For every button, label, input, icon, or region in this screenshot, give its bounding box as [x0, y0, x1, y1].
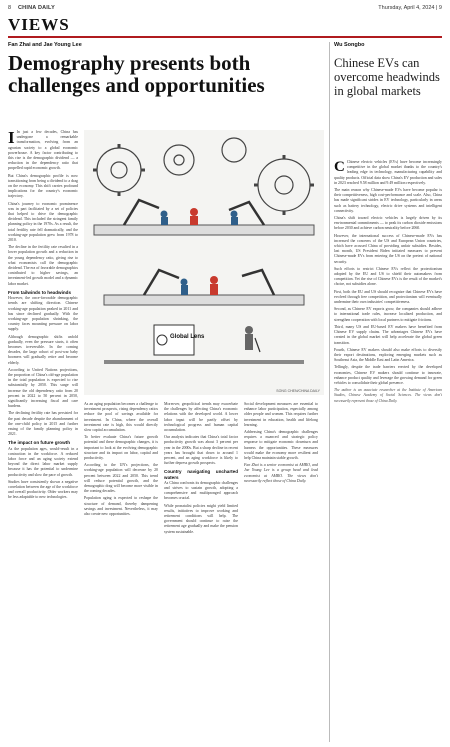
paragraph: While pronatalist policies might yield limited results, initiatives to improve working and retirement conditions will help. The government should continue to raise the retirement age gradually and make the pension system sustainable. — [164, 503, 238, 534]
page-header — [8, 4, 442, 14]
paragraph: As an aging population becomes a challenge to investment prospects, rising dependency ratios reduce the pool of savings available for investment. In China, where the overall investment rate is high, this would directly slow capital accumulation. — [84, 402, 158, 433]
paragraph: To better evaluate China's future growth potential and these demographic changes, it is important to look at the evolving demographic structure and its impact on labor, capital and productivity. — [84, 435, 158, 461]
side-article-header — [334, 42, 442, 98]
subheading: From tailwinds to headwinds — [8, 289, 72, 295]
paragraph: Although demographic shifts unfold gradually, even the pressure starts, it often becomes irreversible. In the coming decades, the large cohort of post-war baby boomers will gradually retire and become elderly. — [8, 334, 78, 365]
paragraph: Our analysis indicates that China's total factor productivity growth was about 3 percent per year in the 2000s. But a sharp decline in recent years has brought that down to around 1 percent, and an aging workforce is likely to further depress growth prospects. — [164, 435, 238, 466]
paragraph: First, both the EU and US should recognize that Chinese EVs have evolved through free competition, and protectionism will eventually undermine their own industries' competitiveness. — [334, 289, 442, 305]
paragraph: But China's demographic profile is now transitioning from being a dividend to a drag on the economy. This shift carries profound implications for the country's economic trajectory. — [8, 173, 78, 199]
paragraph: The declining fertility rate has persisted for the past decade despite the abandonment of the one-child policy in 2015 and further easing of the family planning policy in 2021. — [8, 411, 78, 437]
side-article-headline: Chinese EVs can overcome headwinds in global markets — [334, 56, 440, 98]
side-article-body — [334, 160, 442, 742]
article-illustration — [84, 130, 324, 395]
factory-illustration — [84, 130, 324, 395]
section-rule — [8, 36, 442, 38]
paragraph: According to the UN's projections, the working-age population will decrease by 20 percent between 2022 and 2050. This trend will reduce potential growth, and the demographic drag will become more visible in the coming decades. — [84, 463, 158, 494]
paragraph: Tellingly, despite the trade barriers erected by the developed economies, Chinese EV makers should continue to innovate, enhance product quality and leverage the growing demand for green vehicles to consolidate their global presence. — [334, 365, 442, 385]
newspaper-brand: CHINA DAILY — [18, 5, 55, 11]
paragraph: China's journey to economic prominence was in part facilitated by a set of policies that helped to drive the demographic dividend. This included the stringent family planning policy in the 1970s. As a result, the total fertility rate fell dramatically, and the working-age population grew from 1978 to 2010. — [8, 201, 78, 243]
column-divider — [329, 42, 330, 742]
author-note: The author is an associate researcher at the Institute of American Studies, Chinese Academy of Social Sciences. The views don't necessarily represent those of China Daily. — [334, 388, 442, 403]
illustration-sign-text: Global Lens — [170, 334, 205, 340]
paragraph: The main reason why Chinese-made EVs have become popular is their competitiveness, high cost-performance and scale. Also, China has made significant strides in EV technology, particularly in areas such as battery technology, electric drive systems and intelligent connectivity. — [334, 188, 442, 213]
article-headline: Demography presents both challenges and opportunities — [8, 51, 265, 97]
paragraph: As the population ages, would-result in a contraction in the workforce. A reduced labor force and an aging society extend beyond the direct labor market supply because it has the potential to undermine productivity and slow the pace of growth. — [8, 446, 78, 477]
page-number: 8 — [8, 5, 12, 11]
paragraph: However, the once-favorable demographic trends are shifting direction. Chinese working-age population peaked in 2011 and has since declined gradually. With the working-age population shrinking, the country faces mounting pressure on labor supply. — [8, 296, 78, 332]
side-article-author: Wu Songbo — [334, 42, 365, 48]
photo-credit: SONG CHEN/CHINA DAILY — [276, 389, 320, 393]
paragraph: Second, as Chinese EV exports grow, the companies should adhere to international trade rules, increase localized production, and strengthen cooperation with local partners to mitigate frictions. — [334, 307, 442, 322]
article-column-3 — [164, 402, 238, 740]
paragraph: Fourth, Chinese EV makers should also make efforts to diversify their export destinations, exploring emerging markets such as Southeast Asia, the Middle East and Latin America. — [334, 347, 442, 363]
paragraph: Addressing China's demographic challenges requires a nuanced and strategic policy response to mitigate economic downturn and harness the opportunities. These measures would make the economy more resilient and help China maintain stable growth. — [244, 430, 318, 461]
paragraph: Chinese electric vehicles (EVs) have become increasingly competitive in the global market thanks to the country's leading edge in technology, manufacturing capability and quality products. Official data show China's EV production and sales in 2023 reached 9.58 million and 9.49 million respectively. — [334, 160, 442, 185]
paragraph: As China confronts its demographic challenges and strives to sustain growth, adopting a comprehensive and multipronged approach becomes crucial. — [164, 480, 238, 501]
drop-cap: I — [8, 130, 15, 147]
paragraph: Studies have consistently shown a negative correlation between the age of the workforce and overall productivity. Older workers may be less adaptable to new technologies. — [8, 479, 78, 500]
paragraph: Such efforts to restrict Chinese EVs reflect the protectionism adopted by the EU and US to shield their automakers from competition. Yet the rise of Chinese EVs is the result of the market's choice, not subsidies alone. — [334, 266, 442, 287]
article-column-2 — [84, 402, 158, 740]
paragraph: China's shift toward electric vehicles is largely driven by its environmental commitments — to peak its carbon dioxide emissions before 2030 and achieve carbon neutrality before 2060. — [334, 216, 442, 231]
issue-date: Thursday, April 4, 2024 | 9 — [378, 5, 442, 11]
subheading: Country navigating uncharted waters — [164, 469, 238, 480]
paragraph: According to United Nations projections, the proportion of China's old-age population in the total population is expected to rise substantially by 2050. This surge will increase the old dependency ratio from 20 percent in 2022 to 50 percent in 2050, significantly increasing fiscal and care burdens. — [8, 367, 78, 409]
paragraph: However, the international success of Chinese-made EVs has increased the concerns of the US and European Union countries, which have accused China of providing unfair subsidies. Besides, last month, US President Biden initiated measures to prevent Chinese-made EVs from entering the US on the pretext of national security. — [334, 233, 442, 264]
drop-cap: C — [334, 160, 345, 175]
article-authors: Fan Zhai and Jae Young Lee — [8, 42, 82, 48]
sign-board — [154, 325, 194, 355]
paragraph: The decline in the fertility rate resulted in a lower population growth and a reduction in the young dependency ratio, giving rise to what economists call the demographic dividend. The era of favorable demographics contributed to higher savings, an investment-led growth model and a dynamic labor market. — [8, 245, 78, 286]
paragraph: In just a few decades, China has undergone a remarkable transformation, evolving from an agrarian society to a global economic powerhouse. A key factor contributing to this rise is the demographic dividend — a reduction in the dependency ratio that propelled rapid economic growth. — [8, 130, 78, 171]
section-title: VIEWS — [8, 15, 70, 34]
subheading: The impact on future growth — [8, 440, 71, 446]
article-column-4 — [244, 402, 318, 740]
paragraph: Moreover, geopolitical trends may exacerbate the challenges by affecting China's economic relations with the developed world. A lower labor input will be partly offset by technological progress and human capital accumulation. — [164, 402, 238, 433]
author-bio: Fan Zhai is a senior economist at AMRO, and Jae Young Lee is a group head and lead economist at AMRO. The views don't necessarily reflect those of China Daily. — [244, 463, 318, 483]
paragraph: Social development measures are essential to enhance labor participation, especially among older people and women. This requires further investment in education, health and lifelong learning. — [244, 402, 318, 427]
paragraph: Third, many US and EU-based EV makers have benefited from Chinese EV supply chains. The advantages Chinese EVs have created in the global market will help accelerate the global green transition. — [334, 324, 442, 345]
main-article-header — [8, 42, 333, 96]
article-column-1 — [8, 130, 78, 740]
paragraph: Population aging is expected to reshape the structure of demand, thereby dampening savings and investment. Nevertheless, it may also create new opportunities. — [84, 496, 158, 517]
